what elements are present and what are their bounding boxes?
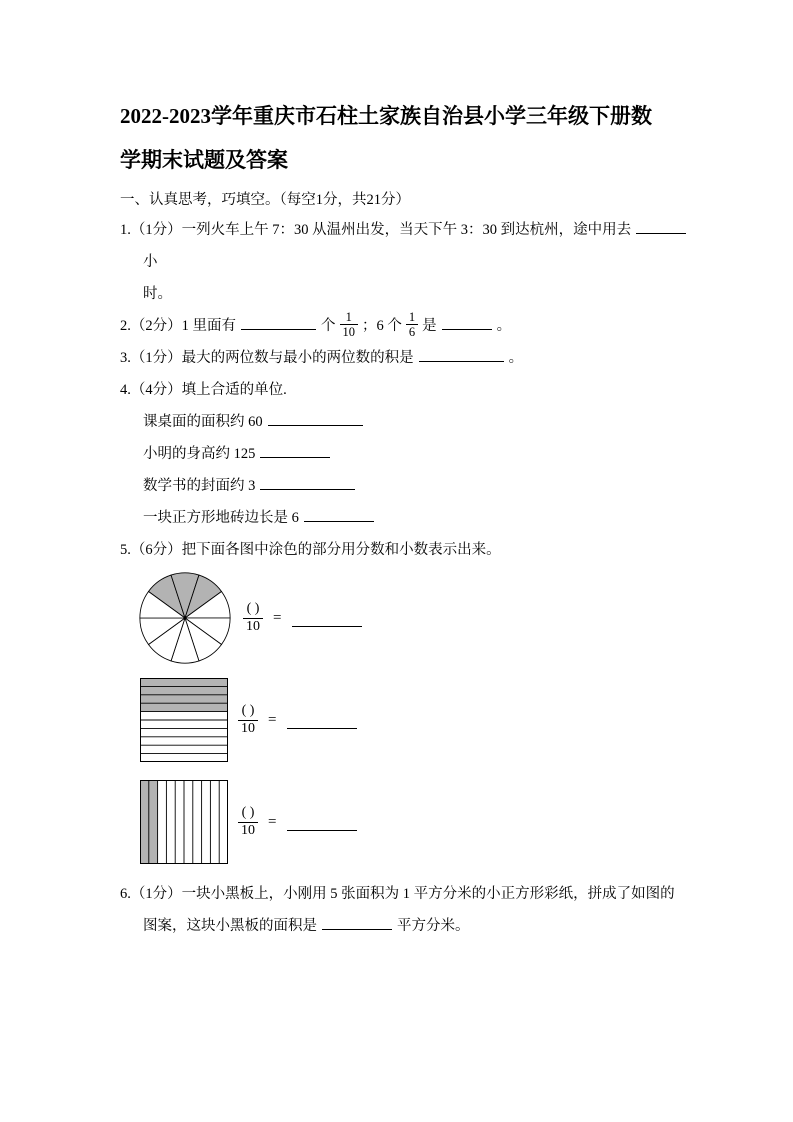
q1-answer-blank[interactable] [636, 219, 686, 234]
section-1-heading: 一、认真思考，巧填空。（每空1分，共21分） [120, 192, 410, 208]
fraction-numerator: 1 [406, 310, 418, 325]
figure-fraction-label [238, 805, 258, 838]
q3-answer-blank[interactable] [419, 347, 504, 362]
page-title [120, 94, 695, 182]
fraction-denominator: 6 [408, 325, 416, 340]
title-line-1: 2022-2023学年重庆市石柱土家族自治县小学三年级下册数 [120, 104, 652, 128]
q4-item-text: 一块正方形地砖边长是 6 [143, 510, 299, 526]
q4-item-text: 小明的身高约 125 [143, 446, 256, 462]
q1-text-line2: 时。 [143, 286, 172, 302]
fraction-denominator: 10 [241, 720, 255, 736]
figure-3-answer-blank[interactable] [287, 829, 357, 831]
q2-answer-blank-1[interactable] [241, 315, 316, 330]
figure-row-circle [137, 570, 695, 666]
q4-item-desk [143, 406, 695, 438]
q2-lead: 2.（2分）1 里面有 [120, 318, 236, 334]
figure-fraction-label [243, 601, 263, 634]
question-1 [120, 214, 695, 310]
q4-answer-blank-1[interactable] [268, 411, 363, 426]
title-line-2: 学期末试题及答案 [120, 148, 288, 172]
document-content [120, 94, 695, 942]
fraction-one-tenth [340, 310, 359, 340]
figure-row-horizontal-strips [140, 678, 695, 762]
fraction-denominator: 10 [342, 325, 355, 340]
q4-item-height [143, 438, 695, 470]
vertical-strips-figure [140, 780, 228, 864]
question-5-heading: 5.（6分）把下面各图中涂色的部分用分数和小数表示出来。 [120, 542, 501, 558]
q2-end: 。 [496, 318, 512, 334]
fraction-denominator: 10 [241, 822, 255, 838]
question-4-heading: 4.（4分）填上合适的单位. [120, 382, 287, 398]
fraction-numerator: ( ) [238, 805, 258, 822]
q2-mid3: 是 [422, 318, 437, 334]
equals-sign: = [268, 813, 277, 830]
question-2 [120, 310, 695, 342]
question-3 [120, 342, 695, 374]
q2-answer-blank-2[interactable] [442, 315, 492, 330]
q4-item-text: 课桌面的面积约 60 [143, 414, 263, 430]
q2-mid1: 个 [321, 318, 336, 334]
q4-item-tile [143, 502, 695, 534]
q3-end: 。 [508, 350, 524, 366]
figure-fraction-label [238, 703, 258, 736]
q4-item-book [143, 470, 695, 502]
q2-mid2: ；6 个 [362, 318, 402, 334]
q6-text-end: 平方分米。 [397, 918, 470, 934]
fraction-numerator: 1 [340, 310, 359, 325]
q6-text-line1: 6.（1分）一块小黑板上，小刚用 5 张面积为 1 平方分米的小正方形彩纸，拼成了如图的 [120, 886, 675, 902]
figure-2-answer-blank[interactable] [287, 727, 357, 729]
figure-1-answer-blank[interactable] [292, 625, 362, 627]
q4-answer-blank-3[interactable] [260, 475, 355, 490]
q6-text-line2: 图案，这块小黑板的面积是 [143, 918, 317, 934]
q4-answer-blank-2[interactable] [260, 443, 330, 458]
q1-text-before: 1.（1分）一列火车上午 7：30 从温州出发，当天下午 3：30 到达杭州，途中用去 [120, 222, 632, 238]
fraction-one-sixth [406, 310, 418, 340]
equals-sign: = [268, 711, 277, 728]
fraction-numerator: ( ) [238, 703, 258, 720]
q4-item-text: 数学书的封面约 3 [143, 478, 256, 494]
circle-tenths-figure [137, 570, 233, 666]
fraction-denominator: 10 [246, 618, 260, 634]
horizontal-strips-figure [140, 678, 228, 762]
q6-answer-blank[interactable] [322, 915, 392, 930]
equals-sign: = [273, 609, 282, 626]
question-6 [120, 878, 695, 942]
q3-text: 3.（1分）最大的两位数与最小的两位数的积是 [120, 350, 414, 366]
q4-answer-blank-4[interactable] [304, 507, 374, 522]
figure-row-vertical-strips [140, 780, 695, 864]
fraction-numerator: ( ) [243, 601, 263, 618]
q1-text-tail: 小 [143, 254, 158, 270]
